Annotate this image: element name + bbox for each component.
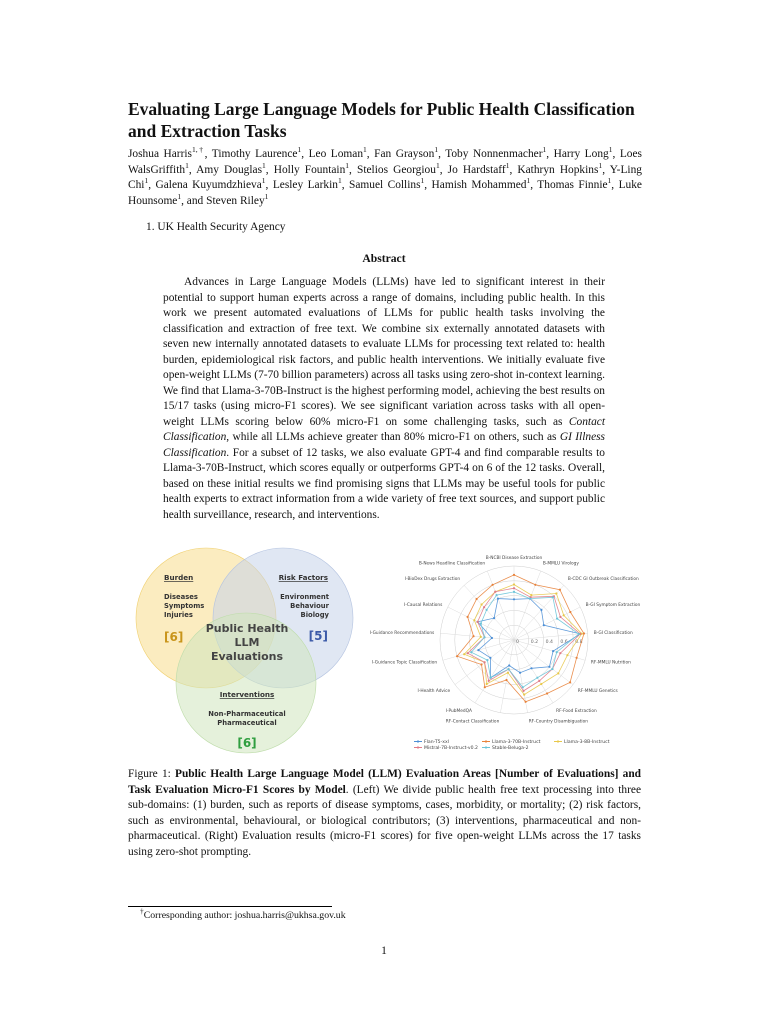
author-affiliation-mark: 1	[297, 145, 302, 155]
author-name: Luke Hounsome	[128, 179, 642, 207]
radar-axis-label: RF-Contact Classification	[445, 719, 500, 725]
radar-point	[477, 621, 479, 623]
radar-point	[497, 598, 499, 600]
radar-axis-label: B-NCBI Disease Extraction	[485, 556, 543, 561]
radar-point	[480, 636, 482, 638]
radar-point	[569, 611, 571, 613]
radar-point	[559, 652, 561, 654]
affiliation: 1. UK Health Security Agency	[146, 221, 286, 233]
radar-axis-label: I-Health Advice	[417, 689, 451, 695]
radar-point	[472, 635, 474, 637]
radar-axis-label: I-Guidance Topic Classification	[371, 660, 438, 666]
radar-point	[456, 655, 458, 657]
abstract-text-2: , while all LLMs achieve greater than 80% micro-F1 on others, such as	[226, 431, 560, 443]
author-affiliation-mark: 1	[598, 160, 603, 170]
venn-risk-item-1: Environment	[280, 593, 329, 601]
radar-axis-label: I-PubMedQA	[445, 709, 472, 714]
radar-point	[486, 609, 488, 611]
footnote	[140, 906, 346, 921]
radar-point	[463, 653, 465, 655]
legend-label: Flan-T5-xxl	[424, 740, 449, 745]
radar-point	[552, 650, 554, 652]
author-affiliation-mark: 1	[434, 145, 439, 155]
radar-series-group	[456, 574, 585, 703]
venn-burden-count: [6]	[164, 630, 184, 644]
radar-point	[522, 686, 524, 688]
author-name: Joshua Harris	[128, 148, 192, 160]
venn-risk-count: [5]	[308, 629, 328, 643]
author-affiliation-mark: 1	[505, 160, 510, 170]
radar-point	[486, 659, 488, 661]
radar-point	[486, 683, 488, 685]
caption-label: Figure 1:	[128, 768, 175, 780]
radar-point	[476, 598, 478, 600]
radar-point	[555, 592, 557, 594]
author-affiliation-mark: 1	[363, 145, 367, 155]
author-name: Loes WalsGriffith	[128, 148, 642, 176]
author-affiliation-mark: 1	[608, 145, 613, 155]
venn-risk-item-3: Biology	[300, 611, 329, 619]
venn-risk-item-2: Behaviour	[290, 602, 329, 610]
radar-axis-label: RF-MMLU Genetics	[577, 689, 618, 695]
radar-point	[513, 587, 515, 589]
author-name: Hamish Mohammed	[431, 179, 527, 192]
abstract-heading: Abstract	[362, 252, 406, 265]
radar-point	[492, 584, 494, 586]
author-name: Kathryn Hopkins	[517, 163, 599, 176]
radar-point	[508, 664, 510, 666]
radar-point	[480, 663, 482, 665]
author-name: Jo Hardstaff	[447, 163, 506, 176]
venn-interventions-count: [6]	[237, 736, 257, 750]
author-affiliation-mark: 1	[542, 145, 547, 155]
author-name: Harry Long	[553, 148, 609, 160]
venn-burden-item-3: Injuries	[164, 611, 193, 619]
radar-point	[467, 616, 469, 618]
venn-center-3: Evaluations	[210, 650, 284, 663]
radar-point	[483, 636, 485, 638]
radar-point	[467, 652, 469, 654]
radar-point	[583, 632, 585, 634]
author-name: Toby Nonnenmacher	[445, 148, 543, 160]
radar-axis-label: B-GI Classification	[593, 631, 633, 637]
radar-axis-label: I-Causal Relations	[404, 602, 443, 608]
author-affiliation-mark: 1	[607, 176, 612, 186]
author-name: Lesley Larkin	[272, 179, 338, 192]
caption-text: . (Left) We divide public health free text processing into three sub-domains: (1) burden, such as reports of disease symptoms, cases, morbidity, or mortality; (2) risk factors, such as environmental, behavioural, or biological contributors; (3) interventions, pharmaceutical and non-pharmaceutical. (Right) Evaluation results (micro-F1 scores) for five open-weight LLMs across the 17 tasks using zero-shot prompting.	[128, 783, 642, 858]
author-affiliation-mark: 1,†	[191, 145, 205, 155]
author-name: Galena Kuyumdzhieva	[155, 179, 262, 192]
radar-axis-label: B-CDC GI Outbreak Classification	[567, 576, 639, 582]
radar-point	[477, 649, 479, 651]
author-affiliation-mark: 1	[337, 176, 342, 186]
radar-axis-label: B-GI Symptom Extraction	[585, 602, 641, 608]
venn-interventions-item-1: Non-Pharmaceutical	[208, 710, 286, 718]
legend-swatch-marker	[485, 740, 487, 742]
radar-point	[534, 584, 536, 586]
radar-tick-label: 0	[516, 640, 519, 645]
radar-tick-label: 0.6	[560, 640, 568, 645]
radar-point	[505, 679, 507, 681]
radar-point	[530, 594, 532, 596]
radar-axis-label: B-News Headline Classification	[418, 561, 486, 567]
radar-point	[488, 680, 490, 682]
paper-title: Evaluating Large Language Models for Public Health Classification and Extraction Tasks	[128, 99, 635, 141]
radar-axis-label: I-BioDex Drugs Extraction	[404, 576, 461, 582]
radar-point	[557, 672, 559, 674]
author-affiliation-mark: 1	[261, 176, 266, 186]
author-affiliation-mark: 1	[435, 160, 440, 170]
author-name: Y-Ling Chi	[128, 163, 642, 192]
radar-point	[513, 574, 515, 576]
radar-point	[483, 606, 485, 608]
radar-point	[513, 583, 515, 585]
author-affiliation-mark: 1	[262, 160, 266, 170]
radar-point	[513, 598, 515, 600]
abstract-text-3: . For a subset of 12 tasks, we also evaluate GPT-4 and find comparable results to Llama-3-70B-Instruct, which scores equally or outperforms GPT-4 on 6 of the 12 tasks. Overall, based on these initial results we find promising signs that LLMs may be useful tools for public health experts to extract information from a wide variety of free text sources, and support public health surveillance, research, and interventions.	[163, 446, 605, 521]
radar-point	[559, 616, 561, 618]
venn-center-1: Public Health	[205, 622, 289, 635]
legend-label: Mistral-7B-Instruct-v0.2	[424, 746, 478, 751]
radar-tick-label: 0.8	[575, 640, 583, 645]
venn-diagram	[128, 546, 368, 756]
radar-point	[556, 618, 558, 620]
radar-axis-label: I-Guidance Recommendations	[369, 631, 435, 637]
radar-point	[546, 692, 548, 694]
author-list: Joshua Harris$^{1,\dagger}$, Timothy Laurence$^1$, Leo Loman$^1$, Fan Grayson$^1$, Toby Nonnenmacher$^1$, Harry Long$^1$, Loes WalsGriffith$^1$, Amy Douglas$^1$, Holly Fountain$^1$, Stelios Georgiou$^1$, Jo Hardstaff$^1$, Kathryn Hopkins$^1$, Y-Ling Chi$^1$, Galena Kuyumdzhieva$^1$, Lesley Larkin$^1$, Samuel Collins$^1$, Hamish Mohammed$^1$, Thomas Finnie$^1$, Luke Hounsome$^1$, and Steven Riley$^1$	[128, 145, 642, 207]
venn-burden-title: Burden	[164, 573, 194, 582]
author-name: Timothy Laurence	[211, 148, 298, 160]
radar-legend	[414, 739, 610, 751]
radar-point	[493, 617, 495, 619]
author-name: Leo Loman	[308, 148, 364, 160]
author-affiliation-mark: 1	[144, 176, 149, 186]
venn-interventions-title: Interventions	[219, 690, 275, 699]
radar-axis-labels	[370, 555, 641, 725]
abstract-text-1: Advances in Large Language Models (LLMs) have led to significant interest in their potential to support human experts across a range of domains, including public health. In this work we present automated evaluations of LLMs for public health tasks involving the classification and extraction of free text. We combine six externally annotated datasets with seven new internally annotated datasets to evaluate LLMs for processing text related to: health burden, epidemiological risk factors, and public health interventions. We initially evaluate five open-weight LLMs (7-70 billion parameters) across all tasks using zero-shot in-context learning. We find that Llama-3-70B-Instruct is the highest performing model, achieving the best results on 15/17 tasks (using micro-F1 scores). We see significant variation across tasks with all open-weight LLMs scoring below 60% micro-F1 on some challenging tasks, such as	[163, 276, 605, 428]
radar-point	[578, 633, 580, 635]
radar-point	[494, 591, 496, 593]
radar-point	[489, 657, 491, 659]
author-affiliation-mark: 1	[264, 191, 269, 201]
author-name: Amy Douglas	[196, 163, 263, 176]
footnote-rule	[128, 906, 332, 907]
author-name: Stelios Georgiou	[357, 163, 436, 176]
footnote-mark: †	[140, 906, 144, 916]
venn-risk-title: Risk Factors	[278, 573, 328, 582]
venn-burden-item-2: Symptoms	[164, 602, 205, 610]
radar-point	[543, 624, 545, 626]
author-name: Samuel Collins	[349, 179, 421, 192]
author-name: Holly Fountain	[273, 163, 346, 176]
legend-label: Llama-3-8B-Instruct	[564, 740, 610, 745]
radar-point	[519, 672, 521, 674]
radar-point	[481, 603, 483, 605]
author-affiliation-mark: 1	[185, 160, 189, 170]
radar-axis-label: RF-Food Extraction	[556, 709, 597, 714]
footnote-text: Corresponding author: joshua.harris@ukhsa.gov.uk	[143, 910, 346, 921]
venn-burden-item-1: Diseases	[164, 593, 198, 601]
radar-point	[566, 654, 568, 656]
legend-swatch-marker	[417, 746, 419, 748]
radar-point	[538, 680, 540, 682]
radar-point	[552, 596, 554, 598]
author-affiliation-mark: 1	[345, 160, 350, 170]
author-name: Thomas Finnie	[537, 179, 608, 192]
legend-swatch-marker	[417, 740, 419, 742]
caption-bold: Public Health Large Language Model (LLM) Evaluation Areas [Number of Evaluations] and Task Evaluation Micro-F1 Scores by Model	[128, 768, 641, 796]
radar-point	[563, 614, 565, 616]
author-name: Steven Riley	[206, 194, 265, 207]
radar-point	[540, 609, 542, 611]
radar-point	[507, 672, 509, 674]
radar-point	[540, 683, 542, 685]
abstract-body	[163, 275, 605, 523]
venn-interventions-item-2: Pharmaceutical	[217, 719, 277, 727]
radar-point	[508, 668, 510, 670]
radar-point	[513, 591, 515, 593]
radar-chart	[369, 540, 650, 752]
radar-point	[491, 637, 493, 639]
radar-point	[569, 681, 571, 683]
radar-point	[525, 701, 527, 703]
venn-center-2: LLM	[234, 636, 260, 649]
radar-point	[559, 589, 561, 591]
legend-swatch-marker	[485, 746, 487, 748]
radar-point	[551, 668, 553, 670]
legend-swatch-marker	[557, 740, 559, 742]
radar-tick-label: 0.4	[545, 640, 553, 645]
radar-point	[473, 619, 475, 621]
author-affiliation-mark: 1	[420, 176, 425, 186]
radar-point	[470, 651, 472, 653]
radar-axis-label: B-MMLU Virology	[542, 561, 579, 567]
author-affiliation-mark: 1	[526, 176, 531, 186]
figure-caption	[128, 767, 641, 861]
radar-point	[530, 667, 532, 669]
radar-axis-label: RF-MMLU Nutrition	[590, 660, 631, 666]
radar-point	[522, 690, 524, 692]
abstract-emphasis-2: GI Illness Classification	[163, 431, 605, 459]
radar-point	[480, 622, 482, 624]
radar-point	[490, 677, 492, 679]
radar-point	[483, 661, 485, 663]
radar-axis-label: RF-Country Disambiguation	[528, 719, 588, 725]
radar-point	[484, 686, 486, 688]
radar-point	[496, 594, 498, 596]
page-number: 1	[381, 945, 387, 957]
radar-point	[536, 677, 538, 679]
radar-point	[548, 666, 550, 668]
radar-spoke	[440, 633, 514, 640]
radar-point	[556, 651, 558, 653]
radar-point	[529, 598, 531, 600]
author-name: Fan Grayson	[374, 148, 435, 160]
abstract-emphasis-1: Contact Classification	[163, 415, 605, 443]
author-affiliation-mark: 1	[177, 191, 182, 201]
legend-label: Stable-Beluga-2	[492, 746, 529, 751]
radar-point	[576, 657, 578, 659]
radar-series-line	[457, 575, 584, 702]
legend-label: Llama-3-70B-Instruct	[492, 740, 541, 745]
radar-point	[523, 694, 525, 696]
radar-tick-label: 0.2	[530, 640, 539, 645]
